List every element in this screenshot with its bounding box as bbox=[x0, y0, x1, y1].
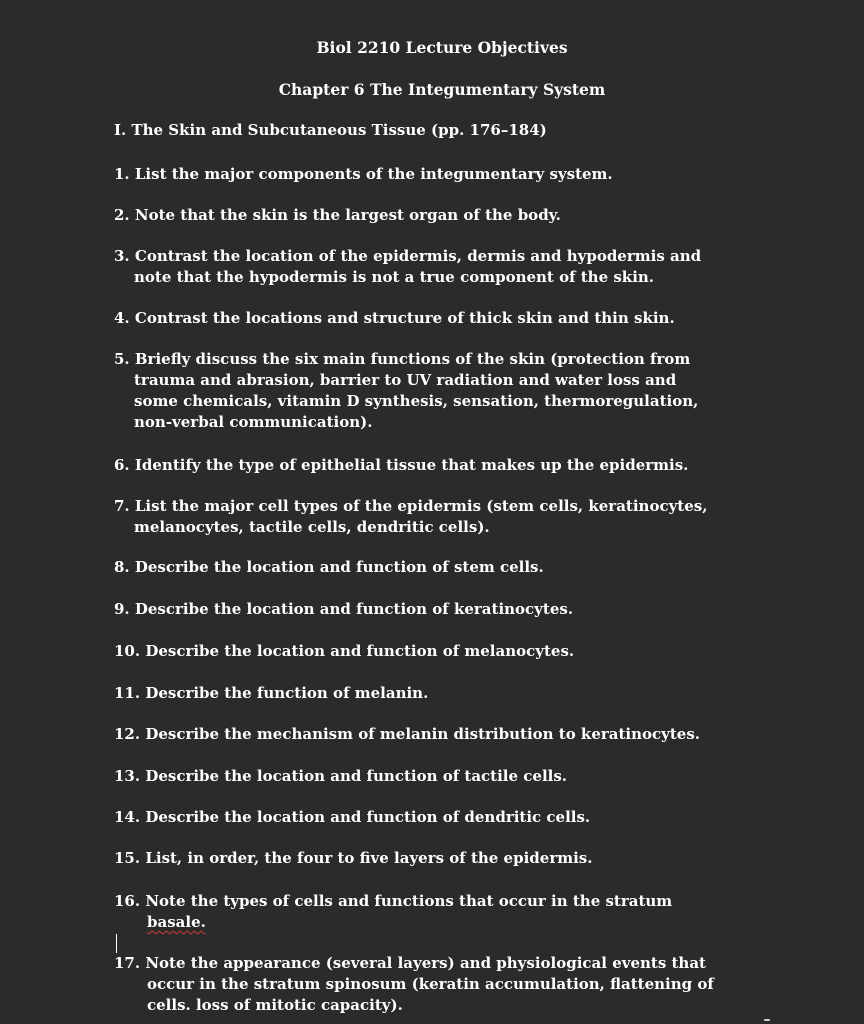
objective-line: 11. Describe the function of melanin. bbox=[114, 684, 429, 702]
objective-line: occur in the stratum spinosum (keratin accumulation, flattening of bbox=[147, 975, 714, 993]
objective-item-16 bbox=[114, 891, 794, 933]
objective-item-9 bbox=[114, 599, 794, 620]
objective-item-5 bbox=[114, 349, 794, 433]
objective-item-7 bbox=[114, 496, 794, 538]
objective-line: some chemicals, vitamin D synthesis, sensation, thermoregulation, bbox=[134, 392, 699, 410]
objective-line: 7. List the major cell types of the epidermis (stem cells, keratinocytes, bbox=[114, 497, 708, 515]
objective-line: 12. Describe the mechanism of melanin distribution to keratinocytes. bbox=[114, 725, 701, 743]
objective-line: 3. Contrast the location of the epidermis, dermis and hypodermis and bbox=[114, 247, 702, 265]
objective-line: 14. Describe the location and function of dendritic cells. bbox=[114, 808, 591, 826]
objective-line: 6. Identify the type of epithelial tissue that makes up the epidermis. bbox=[114, 456, 689, 474]
objective-item-8 bbox=[114, 557, 794, 578]
objective-line: 9. Describe the location and function of keratinocytes. bbox=[114, 600, 574, 618]
spellcheck-flagged-word[interactable]: basale. bbox=[147, 913, 206, 931]
objective-item-14 bbox=[114, 807, 794, 828]
objective-item-1 bbox=[114, 164, 794, 185]
text-cursor bbox=[116, 934, 117, 953]
objective-line: 13. Describe the location and function of tactile cells. bbox=[114, 767, 568, 785]
objective-item-13 bbox=[114, 766, 794, 787]
objective-line: 15. List, in order, the four to five layers of the epidermis. bbox=[114, 849, 593, 867]
objective-line: 8. Describe the location and function of stem cells. bbox=[114, 558, 544, 576]
objective-line: 10. Describe the location and function of melanocytes. bbox=[114, 642, 575, 660]
objective-line: 4. Contrast the locations and structure of thick skin and thin skin. bbox=[114, 309, 675, 327]
objective-line: 1. List the major components of the integumentary system. bbox=[114, 165, 613, 183]
objective-item-11 bbox=[114, 683, 794, 704]
course-title: Biol 2210 Lecture Objectives bbox=[316, 38, 568, 57]
objective-line: melanocytes, tactile cells, dendritic cells). bbox=[134, 518, 490, 536]
objective-line: 5. Briefly discuss the six main functions of the skin (protection from bbox=[114, 350, 691, 368]
objective-line: note that the hypodermis is not a true component of the skin. bbox=[134, 268, 655, 286]
page-edge-mark bbox=[764, 1019, 770, 1021]
objective-line: non-verbal communication). bbox=[134, 413, 373, 431]
objective-line: 16. Note the types of cells and functions that occur in the stratum bbox=[114, 892, 673, 910]
section-heading: I. The Skin and Subcutaneous Tissue (pp. 176–184) bbox=[114, 121, 547, 139]
objective-item-15 bbox=[114, 848, 794, 869]
chapter-title: Chapter 6 The Integumentary System bbox=[278, 80, 606, 99]
objective-line: trauma and abrasion, barrier to UV radiation and water loss and bbox=[134, 371, 677, 389]
objective-item-4 bbox=[114, 308, 794, 329]
objective-item-3 bbox=[114, 246, 794, 288]
objective-line: 17. Note the appearance (several layers) and physiological events that bbox=[114, 954, 706, 972]
objective-item-17 bbox=[114, 953, 794, 1016]
objective-item-10 bbox=[114, 641, 794, 662]
objective-item-12 bbox=[114, 724, 794, 745]
objective-line: 2. Note that the skin is the largest organ of the body. bbox=[114, 206, 561, 224]
objective-line: cells. loss of mitotic capacity). bbox=[147, 996, 403, 1014]
objective-item-2 bbox=[114, 205, 794, 226]
objective-item-6 bbox=[114, 455, 794, 476]
